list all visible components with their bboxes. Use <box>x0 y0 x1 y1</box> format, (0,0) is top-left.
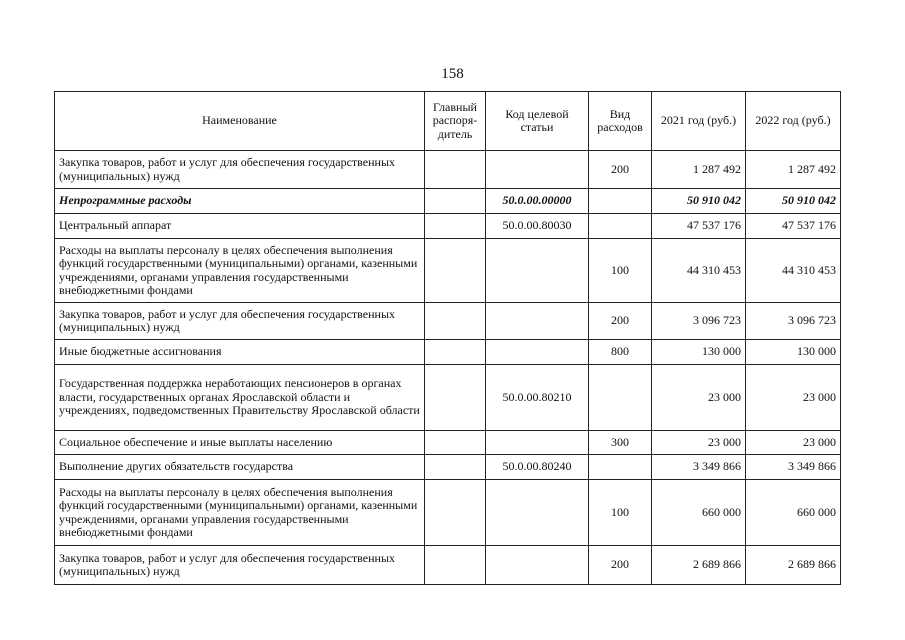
row-2022: 2 689 866 <box>746 546 841 585</box>
row-2021: 1 287 492 <box>652 151 746 189</box>
table-row <box>55 431 841 455</box>
table-row <box>55 189 841 214</box>
table-row <box>55 214 841 239</box>
row-code <box>486 480 589 546</box>
row-code: 50.0.00.00000 <box>486 189 589 214</box>
row-2022: 23 000 <box>746 431 841 455</box>
row-name: Закупка товаров, работ и услуг для обеспечения государственных (муниципальных) нужд <box>55 546 425 585</box>
budget-table <box>54 91 841 585</box>
row-type <box>589 455 652 480</box>
row-2021: 23 000 <box>652 365 746 431</box>
row-2021: 3 096 723 <box>652 303 746 340</box>
row-2022: 130 000 <box>746 340 841 365</box>
row-admin <box>425 303 486 340</box>
row-type: 200 <box>589 151 652 189</box>
row-2021: 44 310 453 <box>652 239 746 303</box>
row-code: 50.0.00.80030 <box>486 214 589 239</box>
row-2022: 660 000 <box>746 480 841 546</box>
row-name: Закупка товаров, работ и услуг для обеспечения государственных (муниципальных) нужд <box>55 303 425 340</box>
row-type: 200 <box>589 546 652 585</box>
row-code <box>486 431 589 455</box>
header-type: Вид расходов <box>589 92 652 151</box>
row-name: Расходы на выплаты персоналу в целях обеспечения выполнения функций государственными (муниципальными) органами, казенными учреждениями, органами управления государственными внебюджетными фондами <box>55 480 425 546</box>
page-number: 158 <box>441 66 464 82</box>
row-name: Расходы на выплаты персоналу в целях обеспечения выполнения функций государственными (муниципальными) органами, казенными учреждениями, органами управления государственными внебюджетными фондами <box>55 239 425 303</box>
row-name: Центральный аппарат <box>55 214 425 239</box>
row-name: Иные бюджетные ассигнования <box>55 340 425 365</box>
header-2021: 2021 год (руб.) <box>652 92 746 151</box>
row-type: 100 <box>589 480 652 546</box>
table-row <box>55 546 841 585</box>
table-row <box>55 151 841 189</box>
row-type: 300 <box>589 431 652 455</box>
row-2022: 3 349 866 <box>746 455 841 480</box>
row-2022: 23 000 <box>746 365 841 431</box>
header-code: Код целевой статьи <box>486 92 589 151</box>
row-2021: 50 910 042 <box>652 189 746 214</box>
row-name: Закупка товаров, работ и услуг для обеспечения государственных (муниципальных) нужд <box>55 151 425 189</box>
row-name: Социальное обеспечение и иные выплаты населению <box>55 431 425 455</box>
row-type: 200 <box>589 303 652 340</box>
row-2021: 23 000 <box>652 431 746 455</box>
row-code <box>486 239 589 303</box>
row-type <box>589 365 652 431</box>
table-row <box>55 239 841 303</box>
row-admin <box>425 431 486 455</box>
table-row <box>55 303 841 340</box>
row-admin <box>425 340 486 365</box>
row-2021: 2 689 866 <box>652 546 746 585</box>
row-2022: 47 537 176 <box>746 214 841 239</box>
row-admin <box>425 214 486 239</box>
row-type <box>589 214 652 239</box>
row-admin <box>425 480 486 546</box>
row-code <box>486 546 589 585</box>
row-2022: 3 096 723 <box>746 303 841 340</box>
table-row <box>55 340 841 365</box>
row-code <box>486 303 589 340</box>
row-code: 50.0.00.80210 <box>486 365 589 431</box>
row-admin <box>425 546 486 585</box>
row-2022: 44 310 453 <box>746 239 841 303</box>
row-2021: 130 000 <box>652 340 746 365</box>
row-name: Государственная поддержка неработающих пенсионеров в органах власти, государственных органах Ярославской области и учреждениях, подведомственных Правительству Ярославской области <box>55 365 425 431</box>
row-2022: 50 910 042 <box>746 189 841 214</box>
row-type <box>589 189 652 214</box>
row-type: 800 <box>589 340 652 365</box>
table-row <box>55 480 841 546</box>
header-2022: 2022 год (руб.) <box>746 92 841 151</box>
row-code <box>486 151 589 189</box>
row-name: Выполнение других обязательств государства <box>55 455 425 480</box>
row-2021: 660 000 <box>652 480 746 546</box>
row-2022: 1 287 492 <box>746 151 841 189</box>
row-name: Непрограммные расходы <box>55 189 425 214</box>
row-admin <box>425 455 486 480</box>
row-code: 50.0.00.80240 <box>486 455 589 480</box>
row-admin <box>425 189 486 214</box>
row-code <box>486 340 589 365</box>
header-admin: Главный распоря-дитель <box>425 92 486 151</box>
row-admin <box>425 365 486 431</box>
header-name: Наименование <box>55 92 425 151</box>
row-type: 100 <box>589 239 652 303</box>
table-row <box>55 365 841 431</box>
row-2021: 3 349 866 <box>652 455 746 480</box>
row-admin <box>425 239 486 303</box>
table-row <box>55 455 841 480</box>
table-header-row <box>55 92 841 151</box>
row-2021: 47 537 176 <box>652 214 746 239</box>
row-admin <box>425 151 486 189</box>
